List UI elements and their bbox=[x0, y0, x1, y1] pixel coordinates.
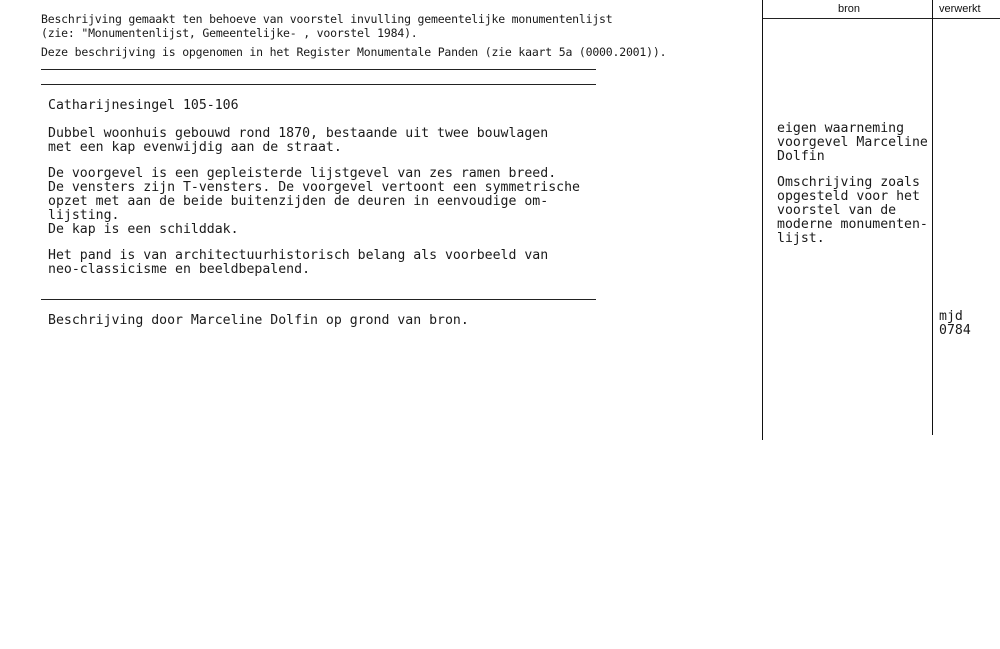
paragraph-line: De vensters zijn T-vensters. De voorgevel vertoont een symmetrische bbox=[48, 180, 580, 195]
description-body bbox=[48, 127, 580, 289]
paragraph-line: De kap is een schilddak. bbox=[48, 222, 239, 237]
paragraph-1 bbox=[48, 127, 580, 155]
verwerkt-code: 0784 bbox=[939, 323, 971, 338]
bron-notes bbox=[777, 122, 928, 258]
paragraph-line: neo-classicisme en beeldbepalend. bbox=[48, 262, 311, 277]
bron-line: lijst. bbox=[777, 231, 825, 246]
bron-line: voorgevel Marceline bbox=[777, 135, 928, 150]
bron-line: Dolfin bbox=[777, 149, 825, 164]
header-line-1: Beschrijving gemaakt ten behoeve van voorstel invulling gemeentelijke monumentenlijst bbox=[41, 12, 613, 26]
header-line-2: (zie: "Monumentenlijst, Gemeentelijke- , voorstel 1984). bbox=[41, 26, 418, 40]
column-header-rule bbox=[763, 18, 1000, 19]
paragraph-line: lijsting. bbox=[48, 208, 120, 223]
bron-line: opgesteld voor het bbox=[777, 189, 920, 204]
section-rule bbox=[41, 299, 596, 300]
paragraph-3 bbox=[48, 249, 580, 277]
bron-line: eigen waarneming bbox=[777, 121, 905, 136]
paragraph-line: De voorgevel is een gepleisterde lijstgevel van zes ramen breed. bbox=[48, 166, 557, 181]
verwerkt-initials: mjd bbox=[939, 309, 963, 324]
bron-column-divider bbox=[762, 0, 763, 440]
bron-line: Omschrijving zoals bbox=[777, 175, 920, 190]
header-line-3: Deze beschrijving is opgenomen in het Register Monumentale Panden (zie kaart 5a (0000.2001)). bbox=[41, 45, 667, 59]
bron-block-1 bbox=[777, 122, 928, 164]
author-note: Beschrijving door Marceline Dolfin op grond van bron. bbox=[48, 313, 469, 328]
bron-column-header: bron bbox=[838, 3, 861, 15]
bron-line: moderne monumenten- bbox=[777, 217, 928, 232]
verwerkt-column-divider bbox=[932, 0, 933, 435]
paragraph-line: Het pand is van architectuurhistorisch belang als voorbeeld van bbox=[48, 248, 549, 263]
header-rule-bottom bbox=[41, 84, 596, 85]
verwerkt-notes bbox=[939, 310, 971, 338]
paragraph-line: Dubbel woonhuis gebouwd rond 1870, bestaande uit twee bouwlagen bbox=[48, 126, 549, 141]
address-title: Catharijnesingel 105-106 bbox=[48, 98, 239, 113]
paragraph-line: met een kap evenwijdig aan de straat. bbox=[48, 140, 342, 155]
bron-line: voorstel van de bbox=[777, 203, 897, 218]
bron-block-2 bbox=[777, 176, 928, 246]
verwerkt-column-header: verwerkt bbox=[939, 3, 981, 15]
header-rule-top bbox=[41, 69, 596, 70]
paragraph-2 bbox=[48, 167, 580, 237]
paragraph-line: opzet met aan de beide buitenzijden de deuren in eenvoudige om- bbox=[48, 194, 549, 209]
